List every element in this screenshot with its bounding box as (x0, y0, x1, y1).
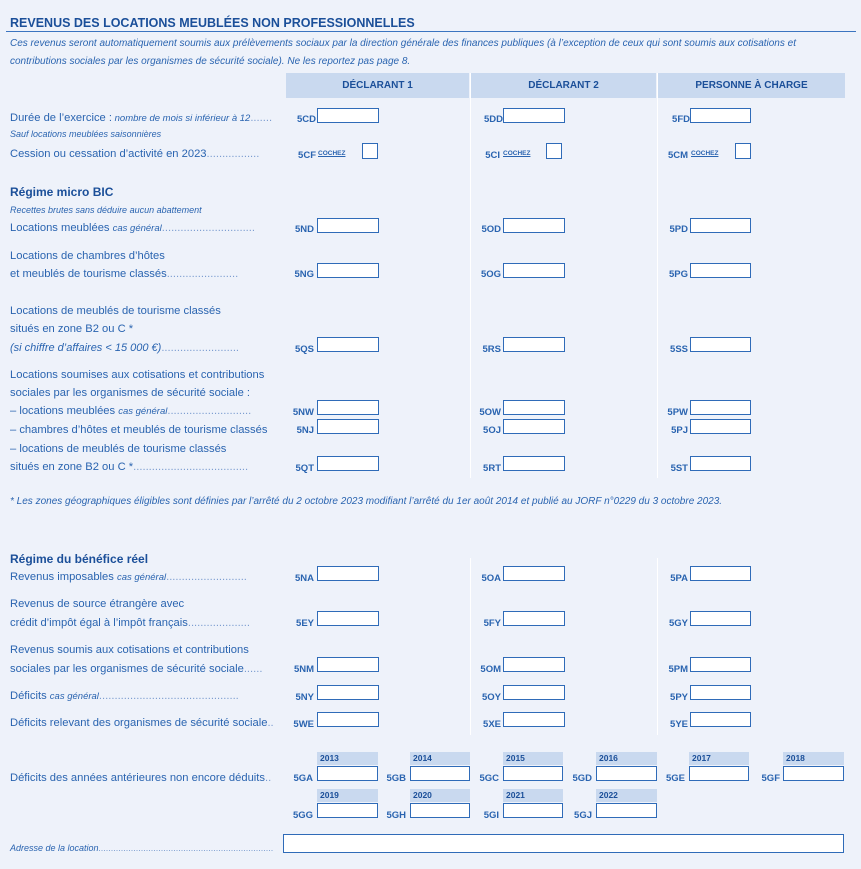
field-5RT[interactable] (503, 456, 565, 471)
cochez-label: COCHEZ (503, 150, 531, 157)
code-5OA: 5OA (481, 573, 501, 584)
year-2018: 2018 (783, 752, 844, 765)
intro-line-1: Ces revenus seront automatiquement soumis aux prélèvements sociaux par la direction générale des finances publiques (à l’exception de ceux qui sont soumis aux cotisations et (10, 38, 796, 49)
code-5GB: 5GB (386, 773, 406, 784)
field-5GY[interactable] (690, 611, 751, 626)
field-5OM[interactable] (503, 657, 565, 672)
field-5NM[interactable] (317, 657, 379, 672)
code-5RS: 5RS (482, 344, 501, 355)
label-adresse: Adresse de la location...................................................................... (10, 843, 274, 853)
label-duree: Durée de l’exercice : nombre de mois si inférieur à 12....... (10, 112, 273, 124)
field-5PM[interactable] (690, 657, 751, 672)
code-5DD: 5DD (483, 114, 503, 125)
code-5ST: 5ST (670, 463, 688, 474)
code-5SS: 5SS (670, 344, 688, 355)
code-5PM: 5PM (668, 664, 688, 675)
code-5NA: 5NA (294, 573, 314, 584)
code-5GI: 5GI (483, 810, 499, 821)
year-2016: 2016 (596, 752, 657, 765)
code-5NY: 5NY (295, 692, 314, 703)
code-5XE: 5XE (483, 719, 501, 730)
field-5NA[interactable] (317, 566, 379, 581)
field-5RS[interactable] (503, 337, 565, 352)
micro-note: Recettes brutes sans déduire aucun abattement (10, 205, 202, 215)
form-title: REVENUS DES LOCATIONS MEUBLÉES NON PROFESSIONNELLES (10, 16, 415, 30)
field-5CD[interactable] (317, 108, 379, 123)
code-5FD: 5FD (672, 114, 690, 125)
field-5GA[interactable] (317, 766, 378, 781)
code-5NW: 5NW (292, 407, 314, 418)
code-5OG: 5OG (480, 269, 501, 280)
code-5GA: 5GA (293, 773, 313, 784)
field-5GF[interactable] (783, 766, 844, 781)
code-5CD: 5CD (296, 114, 316, 125)
code-5EY: 5EY (296, 618, 314, 629)
code-5NJ: 5NJ (296, 425, 314, 436)
field-5OW[interactable] (503, 400, 565, 415)
field-5OG[interactable] (503, 263, 565, 278)
label-soc-chambres: – chambres d’hôtes et meublés de tourisme classés (10, 424, 268, 436)
label-revenus-soumis-line-1: Revenus soumis aux cotisations et contributions (10, 644, 249, 656)
field-5NY[interactable] (317, 685, 379, 700)
label-soc-locations-meublees: – locations meublées cas général........................... (10, 405, 252, 417)
code-5GD: 5GD (572, 773, 592, 784)
code-5CI: 5CI (485, 150, 500, 161)
field-5NJ[interactable] (317, 419, 379, 434)
field-5ND[interactable] (317, 218, 379, 233)
section-micro-bic: Régime micro BIC (10, 185, 114, 199)
field-5GE[interactable] (689, 766, 749, 781)
field-5GI[interactable] (503, 803, 563, 818)
year-2019: 2019 (317, 789, 378, 802)
checkbox-5CF[interactable] (362, 143, 378, 159)
field-5PG[interactable] (690, 263, 751, 278)
label-b2-line-3: (si chiffre d’affaires < 15 000 €)......................... (10, 342, 240, 354)
field-5PY[interactable] (690, 685, 751, 700)
field-5SS[interactable] (690, 337, 751, 352)
intro-text (10, 35, 840, 71)
code-5PG: 5PG (668, 269, 688, 280)
year-2013: 2013 (317, 752, 378, 765)
label-saisonniere: Sauf locations meublées saisonnières (10, 129, 162, 139)
field-5PJ[interactable] (690, 419, 751, 434)
code-5OM: 5OM (480, 664, 501, 675)
code-5ND: 5ND (294, 224, 314, 235)
label-revenus-imposables: Revenus imposables cas général.......................... (10, 571, 247, 583)
code-5CM: 5CM (667, 150, 688, 161)
label-deficits-anterieurs: Déficits des années antérieures non encore déduits.. (10, 772, 272, 784)
code-5NG: 5NG (294, 269, 314, 280)
field-5ST[interactable] (690, 456, 751, 471)
code-5QT: 5QT (295, 463, 314, 474)
field-5NW[interactable] (317, 400, 379, 415)
label-soc-b2-line-2: situés en zone B2 ou C *..................................... (10, 461, 249, 473)
year-2022: 2022 (596, 789, 657, 802)
code-5PY: 5PY (670, 692, 688, 703)
label-soc-b2-line-1: – locations de meublés de tourisme classés (10, 443, 227, 455)
field-5QT[interactable] (317, 456, 379, 471)
code-5GE: 5GE (665, 773, 685, 784)
label-revenus-soumis-line-2: sociales par les organismes de sécurité sociale...... (10, 663, 263, 675)
year-2017: 2017 (689, 752, 749, 765)
code-5RT: 5RT (483, 463, 501, 474)
field-5GG[interactable] (317, 803, 378, 818)
year-2021: 2021 (503, 789, 563, 802)
code-5GY: 5GY (668, 618, 688, 629)
label-b2-line-1: Locations de meublés de tourisme classés (10, 305, 221, 317)
title-divider (6, 31, 856, 32)
label-soc-line-2: sociales par les organismes de sécurité sociale : (10, 387, 251, 399)
field-5GB[interactable] (410, 766, 470, 781)
year-2020: 2020 (410, 789, 470, 802)
column-header-personne-a-charge: PERSONNE À CHARGE (658, 73, 845, 98)
code-5QS: 5QS (294, 344, 314, 355)
code-5OD: 5OD (481, 224, 501, 235)
code-5WE: 5WE (293, 719, 314, 730)
code-5NM: 5NM (293, 664, 314, 675)
field-adresse[interactable] (283, 834, 844, 853)
field-5NG[interactable] (317, 263, 379, 278)
label-soc-line-1: Locations soumises aux cotisations et contributions (10, 369, 265, 381)
code-5PD: 5PD (669, 224, 688, 235)
cochez-label: COCHEZ (318, 150, 346, 157)
label-deficits-securite-sociale: Déficits relevant des organismes de sécurité sociale.. (10, 717, 274, 729)
field-5GJ[interactable] (596, 803, 657, 818)
field-5PW[interactable] (690, 400, 751, 415)
column-divider (470, 558, 471, 735)
code-5GF: 5GF (761, 773, 780, 784)
code-5GJ: 5GJ (574, 810, 592, 821)
label-source-etrangere-line-2: crédit d’impôt égal à l’impôt français.................... (10, 617, 251, 629)
column-header-declarant-1: DÉCLARANT 1 (286, 73, 469, 98)
label-deficits: Déficits cas général............................................. (10, 690, 239, 702)
footnote: * Les zones géographiques éligibles sont définies par l’arrêté du 2 octobre 2023 modifiant l’arrêté du 1er août 2014 et publié au JORF n°0229 du 3 octobre 2023. (10, 496, 723, 507)
field-5FY[interactable] (503, 611, 565, 626)
field-5WE[interactable] (317, 712, 379, 727)
code-5GC: 5GC (479, 773, 499, 784)
label-b2-line-2: situés en zone B2 ou C * (10, 323, 134, 335)
field-5GD[interactable] (596, 766, 657, 781)
field-5GC[interactable] (503, 766, 563, 781)
code-5CF: 5CF (298, 150, 316, 161)
field-5PA[interactable] (690, 566, 751, 581)
field-5OY[interactable] (503, 685, 565, 700)
field-5DD[interactable] (503, 108, 565, 123)
code-5PA: 5PA (670, 573, 688, 584)
cochez-label: COCHEZ (691, 150, 719, 157)
code-5PW: 5PW (667, 407, 688, 418)
field-5OA[interactable] (503, 566, 565, 581)
checkbox-5CM[interactable] (735, 143, 751, 159)
field-5XE[interactable] (503, 712, 565, 727)
checkbox-5CI[interactable] (546, 143, 562, 159)
code-5FY: 5FY (483, 618, 501, 629)
column-divider (470, 73, 471, 478)
year-2015: 2015 (503, 752, 563, 765)
field-5EY[interactable] (317, 611, 379, 626)
section-benefice-reel: Régime du bénéfice réel (10, 552, 149, 566)
column-divider (657, 558, 658, 735)
field-5OD[interactable] (503, 218, 565, 233)
code-5YE: 5YE (670, 719, 688, 730)
column-header-declarant-2: DÉCLARANT 2 (471, 73, 656, 98)
label-locations-meublees: Locations meublées cas général.............................. (10, 222, 255, 234)
field-5YE[interactable] (690, 712, 751, 727)
label-chambres-line-2: et meublés de tourisme classés....................... (10, 268, 239, 280)
intro-line-2: contributions sociales par les organismes de sécurité sociale). Ne les reportez pas page 8. (10, 56, 411, 67)
code-5OW: 5OW (479, 407, 501, 418)
field-5OJ[interactable] (503, 419, 565, 434)
code-5GG: 5GG (292, 810, 313, 821)
field-5FD[interactable] (690, 108, 751, 123)
field-5GH[interactable] (410, 803, 470, 818)
field-5QS[interactable] (317, 337, 379, 352)
code-5OY: 5OY (481, 692, 501, 703)
label-source-etrangere-line-1: Revenus de source étrangère avec (10, 598, 185, 610)
code-5PJ: 5PJ (671, 425, 688, 436)
year-2014: 2014 (410, 752, 470, 765)
label-cession: Cession ou cessation d’activité en 2023................. (10, 148, 260, 160)
column-divider (657, 73, 658, 478)
code-5GH: 5GH (386, 810, 406, 821)
label-chambres-line-1: Locations de chambres d’hôtes (10, 250, 165, 262)
field-5PD[interactable] (690, 218, 751, 233)
code-5OJ: 5OJ (483, 425, 501, 436)
